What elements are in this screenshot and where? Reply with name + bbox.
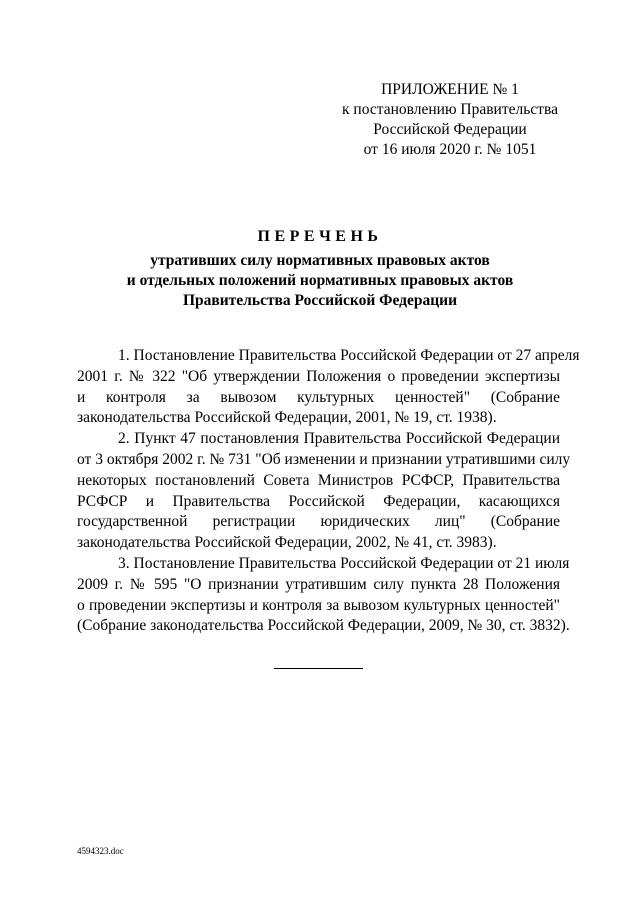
list-item bbox=[77, 429, 571, 554]
document-title: ПЕРЕЧЕНЬ bbox=[257, 228, 383, 245]
subtitle-line: Правительства Российской Федерации bbox=[182, 292, 458, 309]
item-line: о проведении экспертизы и контроля за вывозом культурных ценностей" bbox=[77, 596, 560, 614]
list-item bbox=[77, 346, 580, 429]
list-item bbox=[77, 554, 570, 637]
document-subtitle bbox=[0, 251, 640, 311]
item-line: 2001 г. № 322 "Об утверждении Положения о проведении экспертизы bbox=[77, 367, 560, 385]
end-separator bbox=[274, 668, 363, 669]
appendix-authority: Российской Федерации bbox=[373, 121, 527, 138]
item-line: некоторых постановлений Совета Министров РСФСР, Правительства bbox=[77, 471, 560, 489]
document-file-code: 4594323.doc bbox=[77, 846, 124, 856]
appendix-number: ПРИЛОЖЕНИЕ № 1 bbox=[381, 81, 519, 98]
item-line: 2. Пункт 47 постановления Правительства Российской Федерации bbox=[118, 430, 560, 448]
appendix-reference: к постановлению Правительства bbox=[342, 101, 558, 118]
subtitle-line: и отдельных положений нормативных правовых актов bbox=[126, 272, 514, 289]
item-line: РСФСР и Правительства Российской Федерации, касающихся bbox=[77, 492, 560, 510]
item-line: законодательства Российской Федерации, 2002, № 41, ст. 3983). bbox=[77, 534, 497, 552]
appendix-date-number: от 16 июля 2020 г. № 1051 bbox=[363, 141, 537, 158]
item-line: от 3 октября 2002 г. № 731 "Об изменении и признании утратившими силу bbox=[77, 450, 571, 468]
item-line: (Собрание законодательства Российской Федерации, 2009, № 30, ст. 3832). bbox=[77, 617, 570, 635]
item-line: законодательства Российской Федерации, 2001, № 19, ст. 1938). bbox=[77, 409, 497, 427]
item-line: и контроля за вывозом культурных ценностей" (Собрание bbox=[77, 388, 560, 406]
item-line: 2009 г. № 595 "О признании утратившим силу пункта 28 Положения bbox=[77, 575, 560, 593]
item-line: 1. Постановление Правительства Российской Федерации от 27 апреля bbox=[118, 347, 580, 364]
subtitle-line: утративших силу нормативных правовых актов bbox=[150, 252, 490, 269]
item-line: 3. Постановление Правительства Российской Федерации от 21 июля bbox=[118, 554, 570, 572]
items-list bbox=[77, 346, 580, 637]
appendix-header bbox=[340, 80, 560, 160]
item-line: государственной регистрации юридических лиц" (Собрание bbox=[77, 513, 560, 531]
